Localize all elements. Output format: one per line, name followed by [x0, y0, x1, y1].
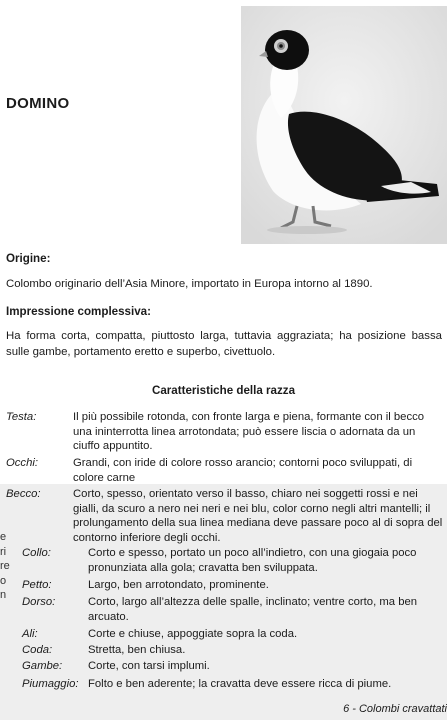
margin-letter: e	[0, 531, 7, 543]
characteristic-text: Corte e chiuse, appoggiate sopra la coda.	[88, 628, 298, 640]
characteristic-row-collo	[0, 546, 447, 576]
margin-letter: ri	[0, 545, 7, 558]
margin-letter: n	[0, 589, 7, 602]
impressione-text: Ha forma corta, compatta, piuttosto larga, tuttavia aggraziata; ha posizione bassa sulle gambe, portamento eretto e superbo, civettuolo.	[6, 330, 442, 358]
characteristic-label: Testa:	[6, 411, 37, 423]
origine-heading: Origine:	[6, 252, 51, 265]
characteristic-text: Grandi, con iride di colore rosso arancio; contorni poco sviluppati, di colore carne	[73, 457, 413, 484]
characteristic-row-occhi	[0, 456, 447, 486]
characteristic-text: Il più possibile rotonda, con fronte larga e piena, formante con il becco una ininterrotta linea arrotondata; può essere liscia o adornata da un ciuffo appuntito.	[73, 411, 425, 452]
impressione-heading: Impressione complessiva:	[6, 305, 151, 318]
domino-pigeon-illustration	[241, 6, 447, 244]
characteristic-text: Corto, largo all’altezza delle spalle, inclinato; ventre corto, ma ben arcuato.	[88, 596, 418, 623]
characteristic-label: Coda:	[22, 644, 53, 656]
characteristic-label: Gambe:	[22, 660, 63, 672]
characteristic-text: Folto e ben aderente; la cravatta deve essere ricca di piume.	[88, 678, 392, 690]
characteristic-label: Collo:	[22, 547, 51, 559]
page-footer: 6 - Colombi cravattati	[343, 703, 447, 715]
characteristic-row-dorso	[0, 595, 447, 625]
characteristic-row-becco	[0, 487, 447, 545]
origine-text: Colombo originario dell’Asia Minore, importato in Europa intorno al 1890.	[6, 278, 373, 290]
characteristic-text: Corte, con tarsi implumi.	[88, 660, 210, 672]
caratteristiche-heading: Caratteristiche della razza	[151, 384, 296, 397]
characteristic-label: Dorso:	[22, 596, 56, 608]
page-title: DOMINO	[6, 95, 70, 112]
characteristic-label: Piumaggio:	[22, 678, 79, 690]
characteristic-label: Occhi:	[6, 457, 39, 469]
margin-letter: o	[0, 574, 7, 587]
characteristic-row-testa	[0, 410, 447, 454]
characteristic-label: Ali:	[22, 628, 38, 640]
characteristic-text: Largo, ben arrotondato, prominente.	[88, 579, 269, 591]
characteristic-text: Corto, spesso, orientato verso il basso, chiaro nei soggetti rossi e nei gialli, da scuro a nero nei neri e nei blu, color corno negli altri mantelli; il prolungamento della sua linea mediana deve passare poco al di sopra del contorno inferiore degli occhi.	[73, 488, 443, 544]
margin-letter: re	[0, 560, 10, 573]
characteristic-text: Corto e spesso, portato un poco all’indietro, con una giogaia poco pronunziata alla gola; cravatta ben sviluppata.	[88, 547, 417, 574]
pigeon-photo	[241, 6, 447, 244]
characteristic-label: Becco:	[6, 488, 41, 500]
characteristic-text: Stretta, ben chiusa.	[88, 644, 186, 656]
characteristic-label: Petto:	[22, 579, 52, 591]
